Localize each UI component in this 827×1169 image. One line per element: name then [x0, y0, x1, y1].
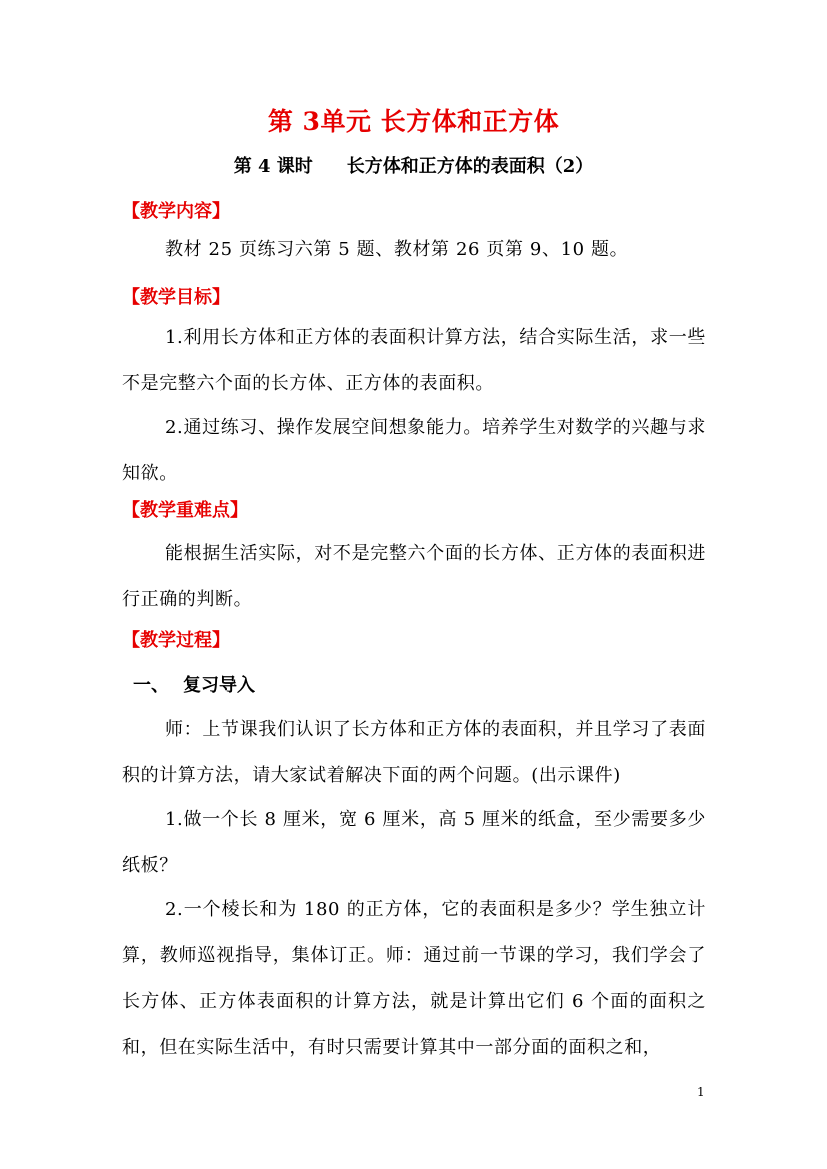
unit-title: 第 3单元 长方体和正方体	[267, 107, 560, 136]
lesson-number: 第 4 课时	[233, 156, 313, 177]
section-title: 复习导入	[183, 675, 255, 696]
section-review-intro	[133, 671, 255, 701]
teacher-intro-paragraph: 师：上节课我们认识了长方体和正方体的表面积，并且学习了表面积的计算方法，请大家试着解决下面的两个问题。(出示课件)	[122, 719, 706, 786]
key-points-text: 能根据生活实际，对不是完整六个面的长方体、正方体的表面积进行正确的判断。	[122, 543, 706, 610]
question-2-paragraph: 2.一个棱长和为 180 的正方体，它的表面积是多少？学生独立计算，教师巡视指导，集体订正。师：通过前一节课的学习，我们学会了长方体、正方体表面积的计算方法，就是计算出它们 6 个面的面积之和，但在实际生活中，有时只需要计算其中一部分面的面积之和，	[122, 899, 706, 1058]
key-points-heading: 【教学重难点】	[122, 500, 248, 521]
teaching-content-heading: 【教学内容】	[122, 201, 230, 222]
teaching-content-text: 教材 25 页练习六第 5 题、教材第 26 页第 9、10 题。	[165, 239, 629, 260]
teaching-goals-heading: 【教学目标】	[122, 287, 230, 308]
section-number: 一、	[133, 675, 169, 696]
teaching-process-heading: 【教学过程】	[122, 630, 230, 651]
teaching-goal-1: 1.利用长方体和正方体的表面积计算方法，结合实际生活，求一些不是完整六个面的长方体、正方体的表面积。	[122, 327, 706, 394]
lesson-subtitle	[0, 152, 827, 182]
page-number: 1	[697, 1085, 705, 1099]
teaching-goal-2: 2.通过练习、操作发展空间想象能力。培养学生对数学的兴趣与求知欲。	[122, 417, 706, 484]
lesson-topic: 长方体和正方体的表面积（2）	[346, 156, 594, 177]
question-1-paragraph: 1.做一个长 8 厘米，宽 6 厘米，高 5 厘米的纸盒，至少需要多少纸板？	[122, 809, 706, 876]
